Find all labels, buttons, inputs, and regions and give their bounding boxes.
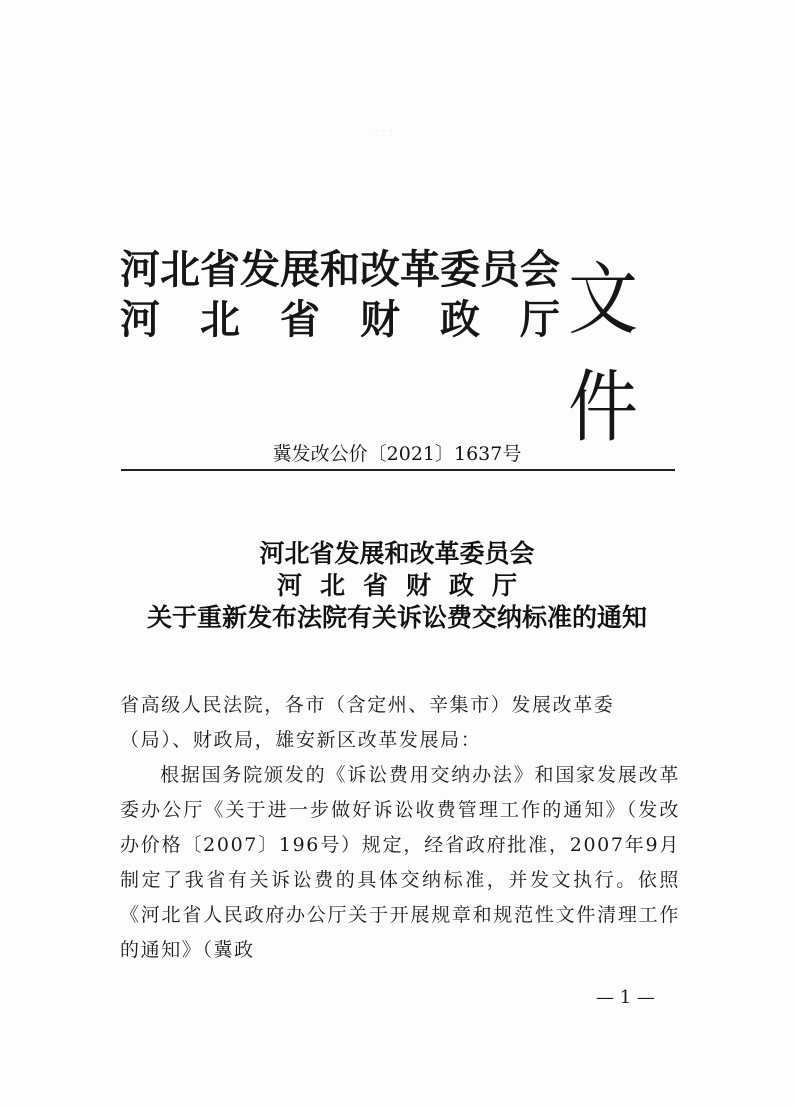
document-title — [0, 538, 794, 634]
body-paragraph: 根据国务院颁发的《诉讼费用交纳办法》和国家发展改革委办公厅《关于进一步做好诉讼收费管理工作的通知》（发改办价格〔2007〕196号）规定，经省政府批准，2007年9月制定了我省有关诉讼费的具体交纳标准，并发文执行。依照《河北省人民政府办公厅关于开展规章和规范性文件清理工作的通知》（冀政 — [120, 764, 680, 961]
title-line-1: 河北省发展和改革委员会 — [259, 539, 535, 568]
document-body — [120, 688, 680, 968]
scan-speck: · · · — [375, 128, 395, 135]
issuer-line-1: 河北省发展和改革委员会 — [120, 247, 560, 293]
addressee: 省高级人民法院，各市（含定州、辛集市）发展改革委（局）、财政局，雄安新区改革发展局： — [120, 694, 615, 751]
header-divider — [121, 469, 675, 471]
title-line-2: 河北省财政厅 — [276, 571, 535, 600]
page-number: — 1 — — [596, 987, 655, 1008]
document-number: 冀发改公价〔2021〕1637号 — [272, 443, 522, 465]
issuer-line-2: 河北省财政厅 — [120, 297, 600, 343]
title-line-3: 关于重新发布法院有关诉讼费交纳标准的通知 — [146, 603, 647, 632]
doc-type-label: 文件 — [568, 253, 640, 454]
